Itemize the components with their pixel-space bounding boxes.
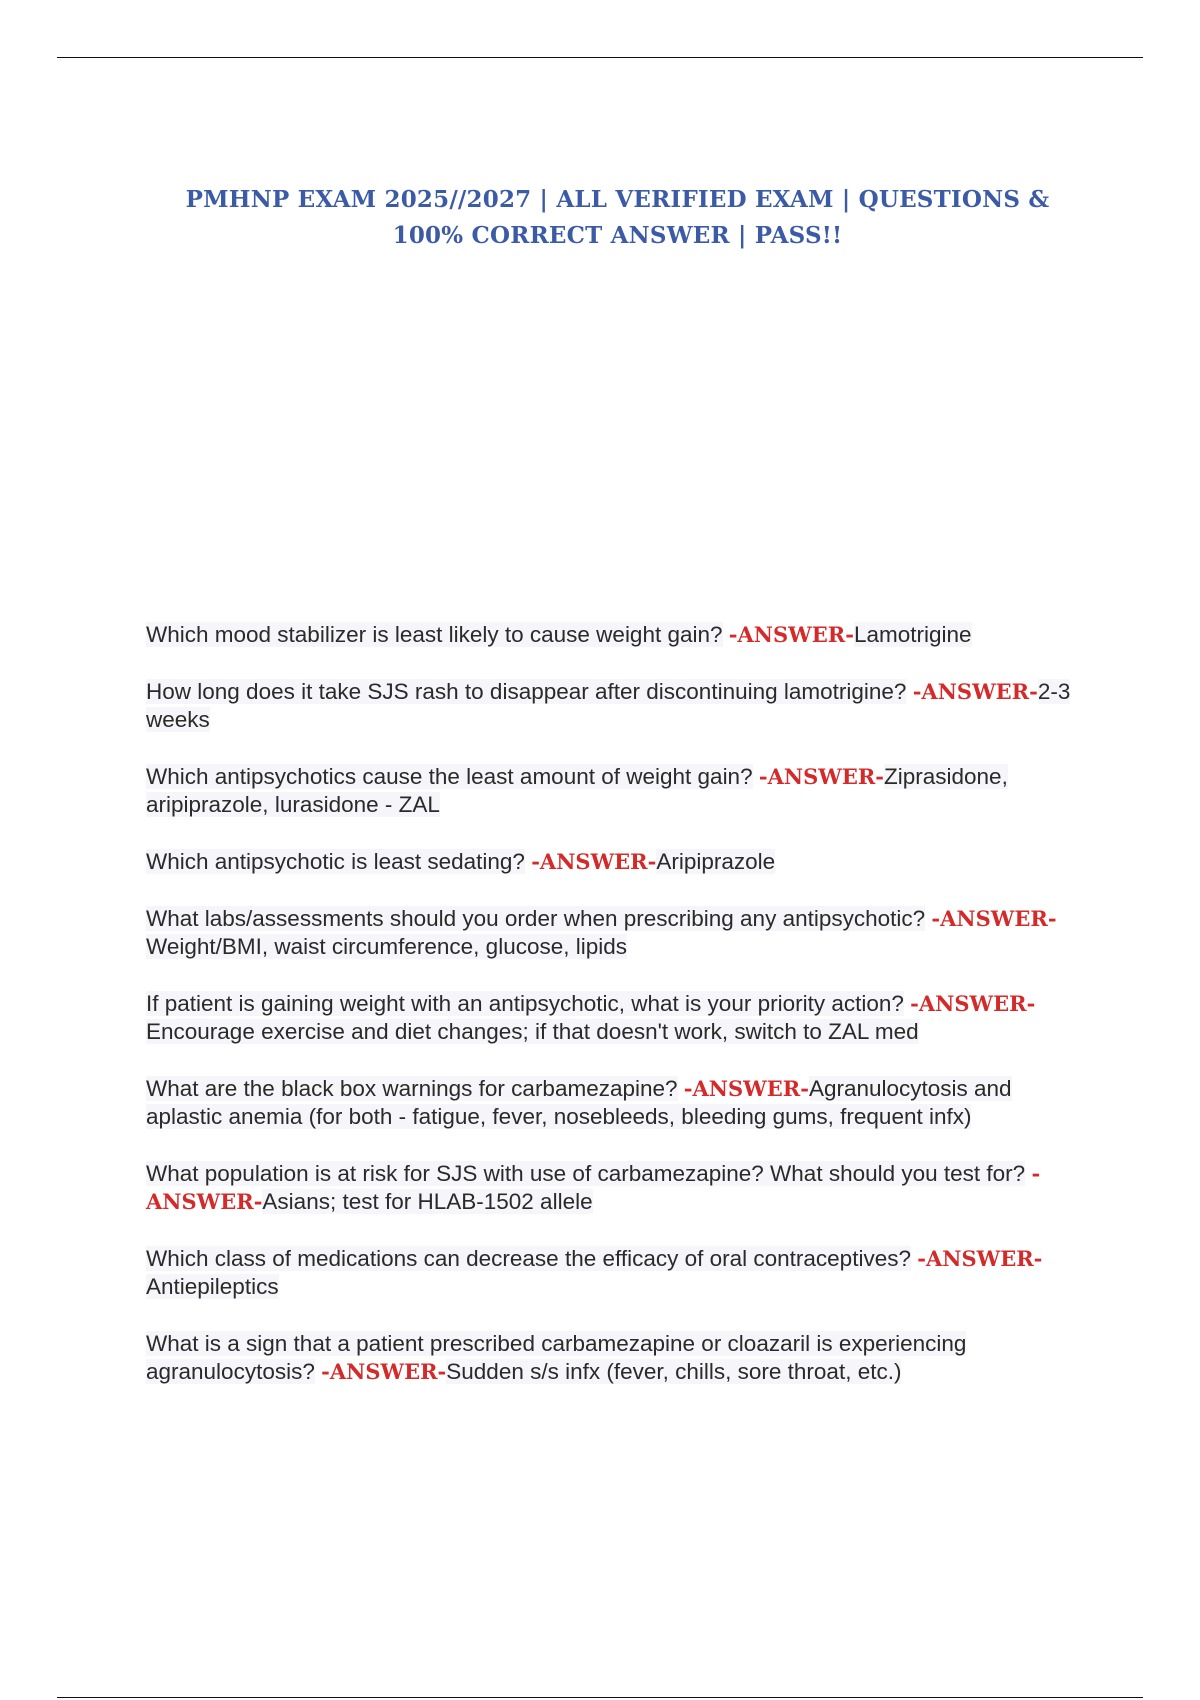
qa-item [146,1330,1086,1386]
question-text: Which antipsychotic is least sedating? [146,849,525,874]
answer-marker: -ANSWER- [146,1161,1041,1214]
document-title: PMHNP EXAM 2025//2027 | ALL VERIFIED EXAM | QUESTIONS & 100% CORRECT ANSWER | PASS!! [185,186,1050,249]
question-text: If patient is gaining weight with an antipsychotic, what is your priority action? [146,991,904,1016]
question-text: How long does it take SJS rash to disappear after discontinuing lamotrigine? [146,679,907,704]
qa-item [146,621,1086,649]
answer-text: Encourage exercise and diet changes; if that doesn't work, switch to ZAL med [146,1019,919,1044]
answer-text: Weight/BMI, waist circumference, glucose, lipids [146,934,628,959]
answer-marker: -ANSWER- [321,1359,447,1384]
answer-text: Sudden s/s infx (fever, chills, sore throat, etc.) [446,1359,902,1384]
qa-item [146,1245,1086,1301]
answer-marker: -ANSWER- [931,906,1057,931]
answer-text: 2-3 weeks [146,679,1071,732]
answer-marker: -ANSWER- [683,1076,809,1101]
qa-item [146,990,1086,1046]
qa-item [146,1160,1086,1216]
answer-text: Agranulocytosis and aplastic anemia (for both - fatigue, fever, nosebleeds, bleeding gums, frequent infx) [146,1076,1012,1129]
answer-text: Antiepileptics [146,1274,279,1299]
question-text: Which class of medications can decrease the efficacy of oral contraceptives? [146,1246,911,1271]
answer-text: Lamotrigine [853,622,972,647]
answer-marker: -ANSWER- [912,679,1038,704]
question-text: What are the black box warnings for carbamezapine? [146,1076,678,1101]
answer-text: Asians; test for HLAB-1502 allele [262,1189,593,1214]
answer-marker: -ANSWER- [917,1246,1043,1271]
qa-list [146,621,1086,1415]
answer-text: Ziprasidone, aripiprazole, lurasidone - ZAL [146,764,1008,817]
answer-text: Aripiprazole [656,849,776,874]
question-text: What is a sign that a patient prescribed carbamezapine or cloazaril is experiencing agranulocytosis? [146,1331,967,1384]
answer-marker: -ANSWER- [531,849,657,874]
qa-item [146,763,1086,819]
qa-item [146,678,1086,734]
footer-rule [57,1697,1143,1698]
answer-marker: -ANSWER- [910,991,1036,1016]
question-text: What population is at risk for SJS with use of carbamezapine? What should you test for? [146,1161,1026,1186]
answer-marker: -ANSWER- [728,622,854,647]
question-text: What labs/assessments should you order when prescribing any antipsychotic? [146,906,926,931]
header-rule [57,57,1143,58]
qa-item [146,905,1086,961]
qa-item [146,848,1086,876]
question-text: Which mood stabilizer is least likely to cause weight gain? [146,622,723,647]
answer-marker: -ANSWER- [758,764,884,789]
qa-item [146,1075,1086,1131]
question-text: Which antipsychotics cause the least amount of weight gain? [146,764,753,789]
